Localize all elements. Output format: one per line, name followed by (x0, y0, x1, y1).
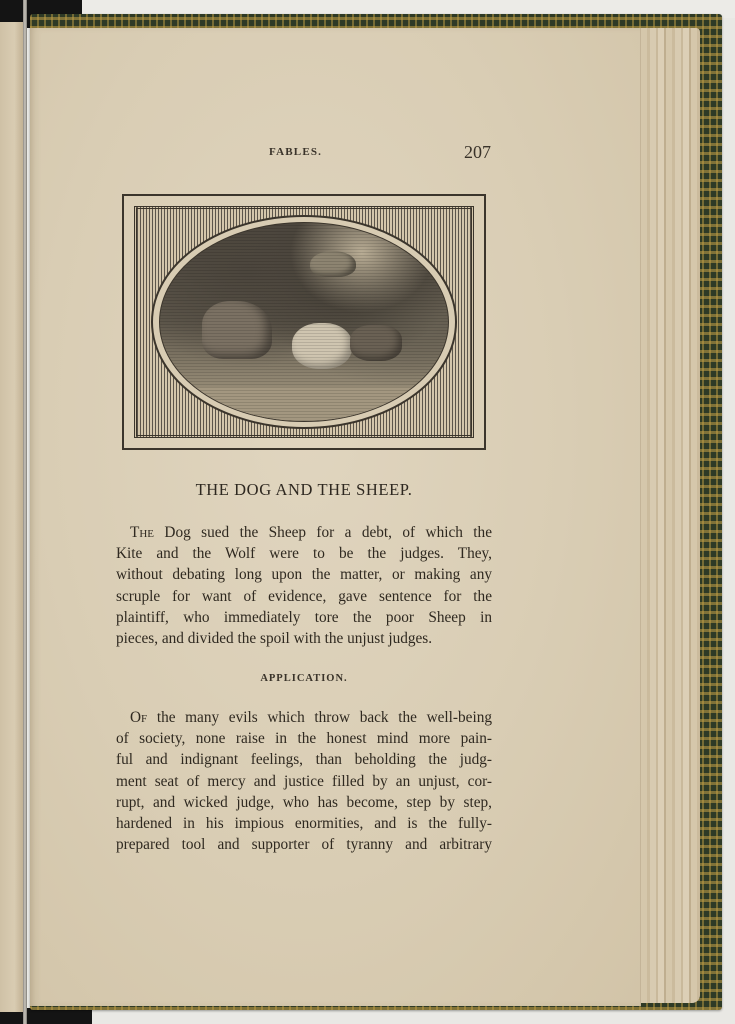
text-line: ful and indignant feelings, than beholding the judg- (116, 751, 492, 769)
text-line: pieces, and divided the spoil with the unjust judges. (116, 630, 433, 648)
text-line: of society, none raise in the honest mind more pain- (116, 730, 492, 748)
text-line (116, 707, 492, 728)
page-number: 207 (464, 142, 491, 162)
running-head (269, 142, 491, 164)
line-text: the many evils which throw back the well-being (147, 709, 492, 726)
text-line: prepared tool and supporter of tyranny and arbitrary (116, 836, 492, 854)
oval-frame (151, 215, 457, 429)
text-line: hardened in his impious enormities, and is the fully- (116, 815, 492, 833)
text-line: without debating long upon the matter, or making any (116, 566, 492, 584)
left-facing-page (0, 22, 24, 1012)
engraving-frame (134, 206, 474, 438)
text-line: Kite and the Wolf were to be the judges. They, (116, 545, 492, 563)
application-heading: APPLICATION. (260, 673, 348, 684)
text-line: rupt, and wicked judge, who has become, step by step, (116, 793, 492, 811)
fable-paragraph (116, 522, 492, 649)
engraving-texture (160, 223, 448, 421)
text-line (116, 522, 492, 543)
running-title: FABLES. (269, 146, 323, 158)
drop-word: The (130, 524, 155, 541)
engraving-scene (159, 222, 449, 422)
book-gutter (23, 0, 27, 1024)
application-paragraph (116, 707, 492, 855)
engraving-illustration (122, 194, 486, 450)
book-page (30, 28, 641, 1006)
fable-title: THE DOG AND THE SHEEP. (195, 480, 413, 499)
text-line: scruple for want of evidence, gave sentence for the (116, 587, 492, 605)
drop-word: Of (130, 709, 148, 726)
text-line: ment seat of mercy and justice filled by an unjust, cor- (116, 772, 492, 790)
line-text: Dog sued the Sheep for a debt, of which the (154, 524, 492, 541)
text-line: plaintiff, who immediately tore the poor Sheep in (116, 608, 492, 626)
